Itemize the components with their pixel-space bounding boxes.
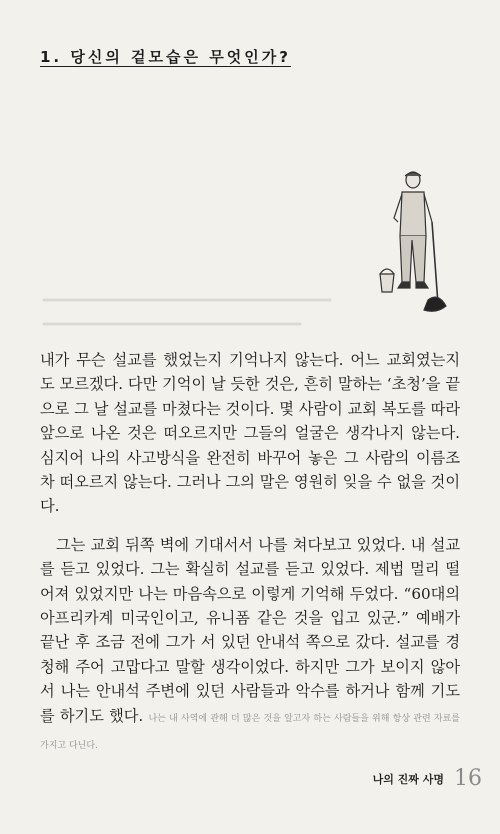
page-footer <box>373 766 482 791</box>
footnote: 나는 내 사역에 관해 더 많은 것을 알고자 하는 사람들을 위해 항상 관련 자료를 가지고 다닌다. <box>40 713 460 752</box>
page-number: 16 <box>454 766 482 791</box>
running-title: 나의 진짜 사명 <box>372 772 444 786</box>
paragraph-1: 내가 무슨 설교를 했었는지 기억나지 않는다. 어느 교회였는지도 모르겠다. 다만 기억이 날 듯한 것은, 흔히 말하는 ‘초청’을 끝으로 그 날 설교를 마쳤다는 것이다. 몇 사람이 교회 복도를 따라 앞으로 나온 것은 떠오르지만 그들의 얼굴은 생각나지 않는다. 심지어 나의 사고방식을 완전히 바꾸어 놓은 그 사람의 이름조차 떠오르지 않는다. 그러나 그의 말은 영원히 잊을 수 없을 것이다. <box>40 351 460 516</box>
body-text <box>40 348 460 759</box>
chapter-heading: 1. 당신의 겉모습은 무엇인가? <box>40 48 291 66</box>
bleed-through-text <box>40 292 340 332</box>
paragraph-2-text: 그는 교회 뒤쪽 벽에 기대서서 나를 쳐다보고 있었다. 내 설교를 듣고 있었다. 그는 확실히 설교를 듣고 있었다. 제법 멀리 떨어져 있었지만 나는 마음속으로 이렇게 기억해 두었다. “60대의 아프리카계 미국인이고, 유니폼 같은 것을 입고 있군.” 예배가 끝난 후 조금 전에 그가 서 있던 안내석 쪽으로 갔다. 설교를 경청해 주어 고맙다고 말할 생각이었다. 하지만 그가 보이지 않아서 나는 안내석 주변에 있던 사람들과 악수를 하거나 함께 기도를 하기도 했다. <box>40 535 460 725</box>
janitor-illustration <box>378 166 448 316</box>
paragraph-2 <box>40 533 460 759</box>
